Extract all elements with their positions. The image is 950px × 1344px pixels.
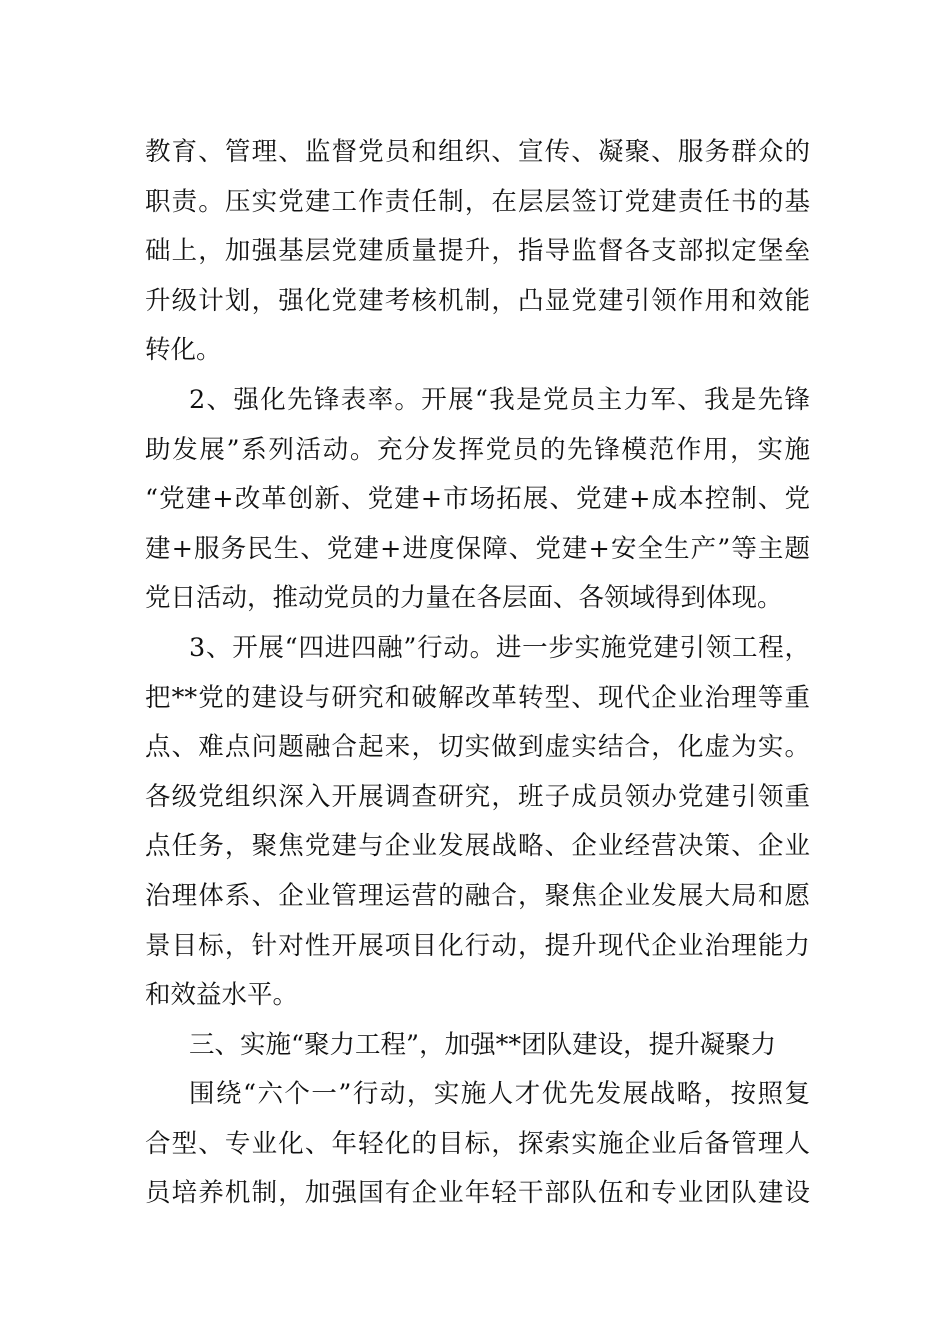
text-line: 助发展”系列活动。充分发挥党员的先锋模范作用，实施 (145, 434, 810, 465)
paragraph-heading-2: 2、强化先锋表率。开展“我是党员主力军、我是先锋 (189, 384, 810, 415)
paragraph-heading-3: 3、开展“四进四融”行动。进一步实施党建引领工程， (189, 632, 810, 663)
text-line: 景目标，针对性开展项目化行动，提升现代企业治理能力 (145, 930, 810, 961)
text-line: 各级党组织深入开展调查研究，班子成员领办党建引领重 (145, 781, 810, 812)
text-line: 党日活动，推动党员的力量在各层面、各领域得到体现。 (145, 583, 783, 614)
text-line: 合型、专业化、年轻化的目标，探索实施企业后备管理人 (145, 1128, 810, 1159)
text-line: 升级计划，强化党建考核机制，凸显党建引领作用和效能 (145, 285, 810, 316)
text-line: 员培养机制，加强国有企业年轻干部队伍和专业团队建设 (145, 1178, 810, 1209)
text-line: 和效益水平。 (145, 980, 299, 1011)
text-line: 治理体系、企业管理运营的融合，聚焦企业发展大局和愿 (145, 880, 810, 911)
text-line: 职责。压实党建工作责任制，在层层签订党建责任书的基 (145, 186, 810, 217)
body-text (145, 128, 810, 1219)
text-line: “党建+改革创新、党建+市场拓展、党建+成本控制、党 (145, 484, 810, 515)
text-line: 点、难点问题融合起来，切实做到虚实结合，化虚为实。 (145, 732, 810, 763)
text-line: 把**党的建设与研究和破解改革转型、现代企业治理等重 (145, 682, 810, 713)
text-line: 建+服务民生、党建+进度保障、党建+安全生产”等主题 (145, 533, 810, 564)
text-line: 转化。 (145, 335, 222, 366)
text-line: 教育、管理、监督党员和组织、宣传、凝聚、服务群众的 (145, 137, 810, 167)
text-line: 围绕“六个一”行动，实施人才优先发展战略，按照复 (189, 1079, 810, 1110)
text-line: 础上，加强基层党建质量提升，指导监督各支部拟定堡垒 (145, 236, 810, 267)
section-heading: 三、实施“聚力工程”，加强**团队建设，提升凝聚力 (189, 1029, 777, 1060)
text-line: 点任务，聚焦党建与企业发展战略、企业经营决策、企业 (145, 831, 810, 862)
